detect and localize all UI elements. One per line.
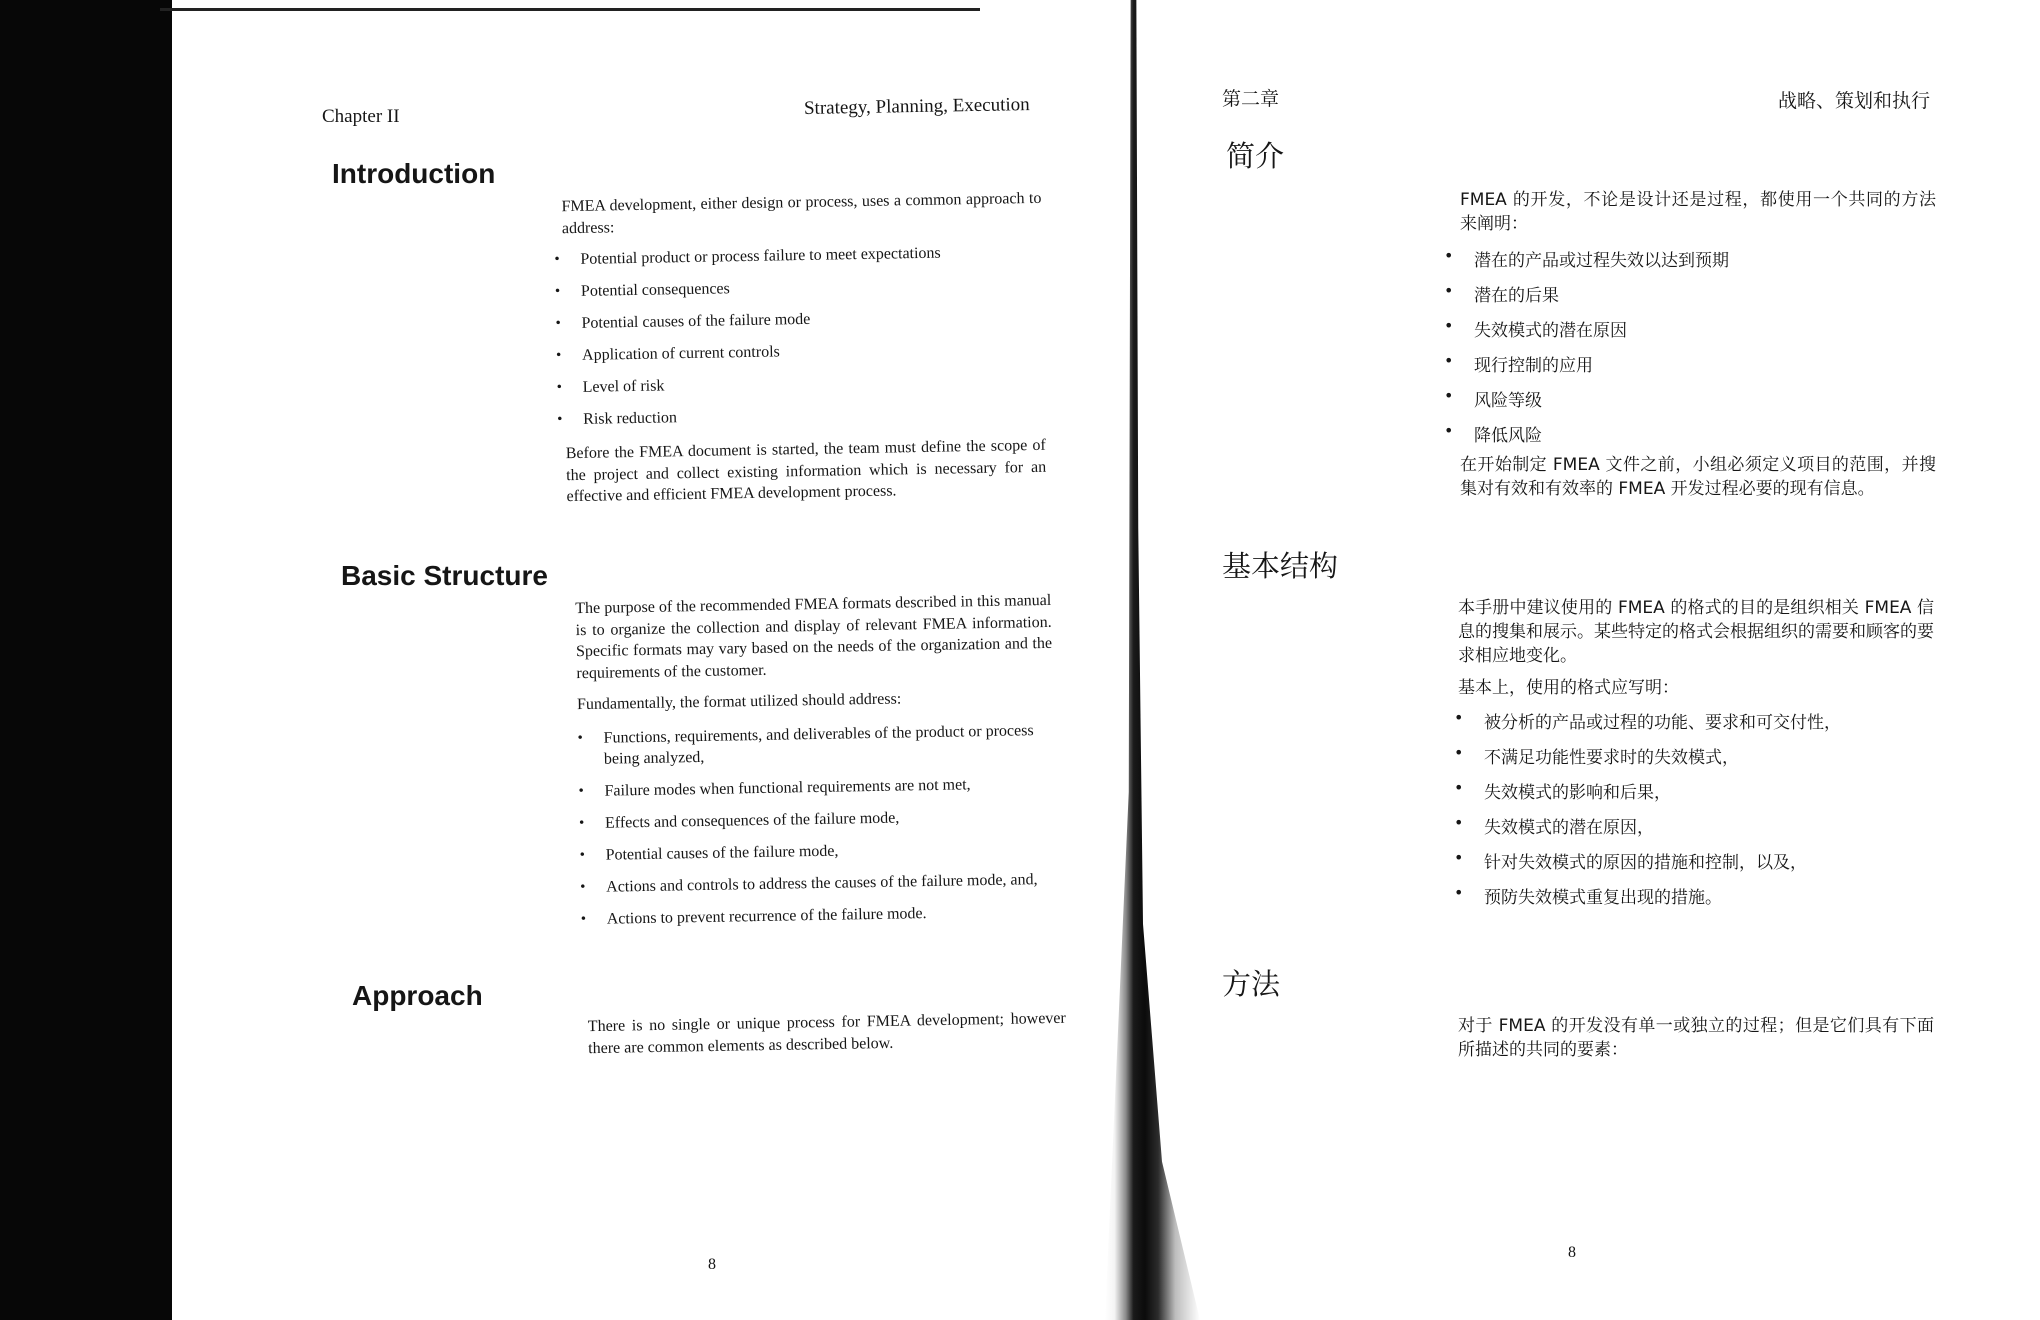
book-gutter-shadow: [1105, 0, 1200, 1320]
list-item: • Application of current controls: [556, 339, 1044, 380]
scan-black-margin: [0, 0, 172, 1320]
scan-top-edge: [160, 8, 980, 11]
introduction-lead-zh: FMEA 的开发，不论是设计还是过程，都使用一个共同的方法来阐明：: [1460, 190, 1936, 234]
list-item: • 现行控制的应用: [1444, 351, 1936, 386]
page-number-left: 8: [708, 1256, 716, 1273]
introduction-section-zh: [1460, 188, 1936, 501]
basic-structure-list: [577, 719, 1056, 929]
list-item: • Potential consequences: [555, 275, 1043, 316]
introduction-lead: FMEA development, either design or process, uses a common approach to address:: [561, 189, 1042, 237]
introduction-closing-zh: 在开始制定 FMEA 文件之前，小组必须定义项目的范围，并搜集对有效和有效率的 FMEA 开发过程必要的现有信息。: [1460, 455, 1936, 499]
running-head-title: Strategy, Planning, Execution: [803, 94, 1030, 119]
approach-section: [588, 1008, 1067, 1059]
list-item: • 针对失效模式的原因的措施和控制，以及，: [1454, 848, 1934, 883]
heading-introduction: Introduction: [332, 158, 496, 189]
approach-paragraph-zh: 对于 FMEA 的开发没有单一或独立的过程；但是它们具有下面所描述的共同的要素：: [1458, 1016, 1934, 1060]
list-item: • Effects and consequences of the failure mode,: [579, 804, 1055, 833]
list-item: • Potential causes of the failure mode,: [579, 836, 1055, 865]
list-item: • 潜在的后果: [1444, 281, 1936, 316]
running-head-chapter: Chapter II: [322, 106, 400, 127]
list-item: • Actions and controls to address the causes of the failure mode, and,: [580, 868, 1056, 897]
list-item: • 被分析的产品或过程的功能、要求和可交付性，: [1454, 708, 1934, 743]
heading-approach-zh: 方法: [1222, 967, 1281, 1001]
list-item: • 潜在的产品或过程失效以达到预期: [1444, 246, 1936, 281]
list-item: • Potential causes of the failure mode: [555, 307, 1043, 348]
introduction-list-zh: [1444, 246, 1936, 451]
basic-structure-section-zh: [1458, 596, 1934, 913]
heading-approach: Approach: [352, 980, 483, 1011]
list-item: • 失效模式的潜在原因，: [1454, 813, 1934, 848]
list-item: • 失效模式的影响和后果，: [1454, 778, 1934, 813]
list-item: • Functions, requirements, and deliverables of the product or process being analyzed,: [577, 719, 1054, 769]
basic-structure-lead: Fundamentally, the format utilized should address:: [576, 690, 902, 714]
heading-basic-structure-zh: 基本结构: [1222, 549, 1339, 583]
running-head-chapter-zh: 第二章: [1222, 88, 1280, 110]
basic-structure-section: [575, 590, 1057, 930]
basic-structure-paragraph: The purpose of the recommended FMEA formats described in this manual is to organize the collection and display of relevant FMEA information. Specific formats may vary based on the needs of the organization and the requirements of the customer.: [575, 591, 1053, 682]
heading-basic-structure: Basic Structure: [341, 560, 548, 591]
approach-paragraph: There is no single or unique process for FMEA development; however there are common elements as described below.: [587, 1009, 1066, 1057]
approach-section-zh: [1458, 1014, 1934, 1062]
list-item: • Risk reduction: [557, 403, 1045, 440]
introduction-section: [561, 188, 1046, 508]
basic-structure-list-zh: [1454, 708, 1934, 913]
list-item: • Level of risk: [557, 371, 1045, 412]
basic-structure-lead-zh: 基本上，使用的格式应写明：: [1458, 678, 1679, 698]
running-head-title-zh: 战略、策划和执行: [1778, 90, 1931, 112]
introduction-closing: Before the FMEA document is started, the team must define the scope of the project and collect existing information which is necessary for an effective and efficient FMEA development process.: [565, 436, 1047, 506]
basic-structure-paragraph-zh: 本手册中建议使用的 FMEA 的格式的目的是组织相关 FMEA 信息的搜集和展示。某些特定的格式会根据组织的需要和顾客的要求相应地变化。: [1458, 598, 1934, 666]
list-item: • 预防失效模式重复出现的措施。: [1454, 883, 1934, 913]
list-item: • 失效模式的潜在原因: [1444, 316, 1936, 351]
list-item: • 降低风险: [1444, 421, 1936, 451]
page-number-right: 8: [1568, 1244, 1576, 1261]
introduction-list: [554, 243, 1045, 439]
heading-introduction-zh: 简介: [1226, 139, 1285, 173]
list-item: • Potential product or process failure to meet expectations: [554, 243, 1042, 284]
list-item: • Actions to prevent recurrence of the failure mode.: [581, 900, 1057, 929]
list-item: • Failure modes when functional requirements are not met,: [578, 772, 1054, 801]
list-item: • 风险等级: [1444, 386, 1936, 421]
list-item: • 不满足功能性要求时的失效模式，: [1454, 743, 1934, 778]
